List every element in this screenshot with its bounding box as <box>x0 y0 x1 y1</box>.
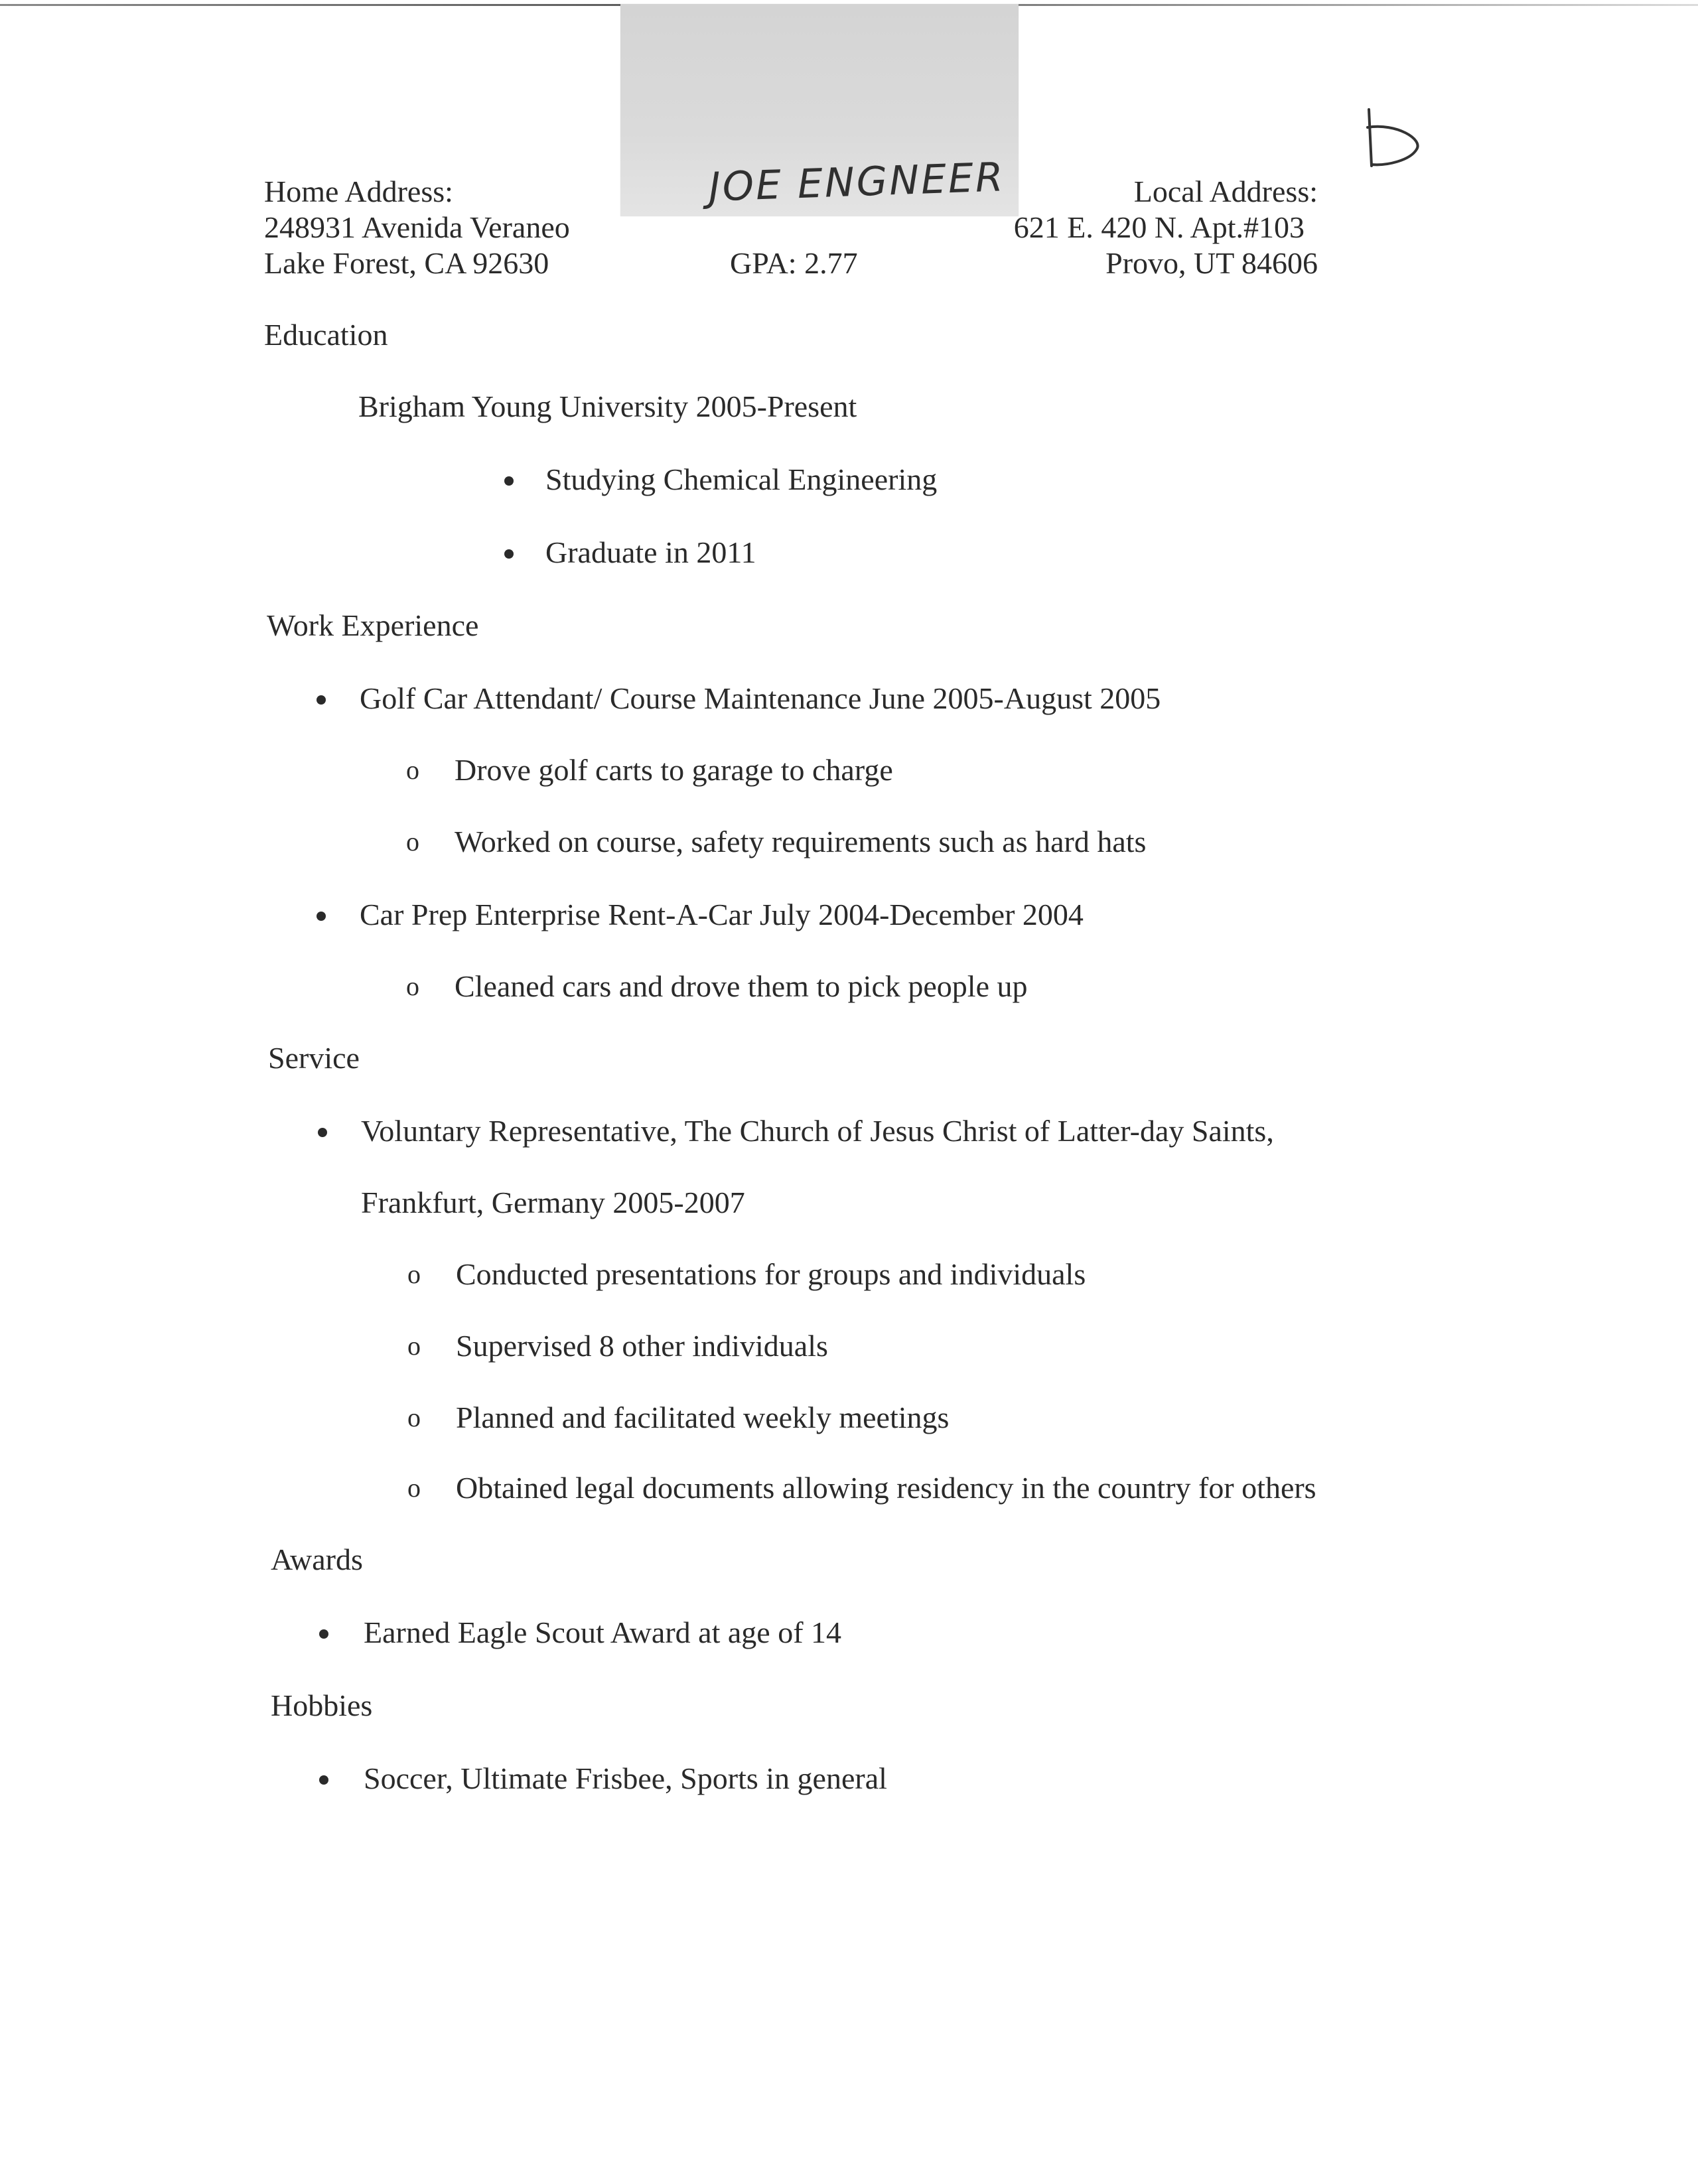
local-address-line2: Provo, UT 84606 <box>1105 246 1318 280</box>
awards-heading: Awards <box>271 1542 363 1576</box>
bullet-dot <box>319 1775 328 1785</box>
handwritten-name: JOE ENGNEER <box>707 154 1006 211</box>
bullet-dot <box>317 695 326 705</box>
job-detail: Drove golf carts to garage to charge <box>455 753 893 787</box>
sub-bullet: o <box>407 1402 421 1432</box>
home-address-label: Home Address: <box>264 174 453 208</box>
education-bullet: Studying Chemical Engineering <box>545 462 938 496</box>
service-detail: Planned and facilitated weekly meetings <box>456 1400 950 1434</box>
bullet-dot <box>504 476 514 486</box>
service-heading: Service <box>268 1041 360 1075</box>
service-detail: Conducted presentations for groups and individuals <box>456 1257 1086 1291</box>
home-address-line2: Lake Forest, CA 92630 <box>264 246 549 280</box>
service-detail: Obtained legal documents allowing residency in the country for others <box>456 1471 1316 1505</box>
sub-bullet: o <box>407 1259 421 1289</box>
sub-bullet: o <box>407 1331 421 1361</box>
corner-mark-d <box>1350 100 1430 172</box>
home-address-line1: 248931 Avenida Veraneo <box>264 210 570 244</box>
service-detail: Supervised 8 other individuals <box>456 1329 828 1363</box>
sub-bullet: o <box>407 1473 421 1503</box>
service-title-line2: Frankfurt, Germany 2005-2007 <box>361 1186 745 1219</box>
hobbies-heading: Hobbies <box>271 1688 373 1722</box>
bullet-dot <box>319 1629 328 1639</box>
education-bullet: Graduate in 2011 <box>545 535 756 569</box>
local-address-line1: 621 E. 420 N. Apt.#103 <box>1013 210 1305 244</box>
work-heading: Work Experience <box>267 608 479 642</box>
job-detail: Worked on course, safety requirements such as hard hats <box>455 825 1147 858</box>
education-heading: Education <box>264 318 388 352</box>
job-title: Car Prep Enterprise Rent-A-Car July 2004-December 2004 <box>360 898 1084 931</box>
sub-bullet: o <box>406 755 419 785</box>
sub-bullet: o <box>406 971 419 1001</box>
bullet-dot <box>504 549 514 559</box>
service-title-line1: Voluntary Representative, The Church of Jesus Christ of Latter-day Saints, <box>361 1114 1274 1148</box>
sub-bullet: o <box>406 827 419 856</box>
job-detail: Cleaned cars and drove them to pick people up <box>455 969 1028 1003</box>
bullet-dot <box>318 1128 327 1137</box>
gpa: GPA: 2.77 <box>730 246 858 280</box>
award-item: Earned Eagle Scout Award at age of 14 <box>364 1615 842 1649</box>
education-school: Brigham Young University 2005-Present <box>358 389 857 423</box>
local-address-label: Local Address: <box>1133 174 1318 208</box>
hobby-item: Soccer, Ultimate Frisbee, Sports in general <box>364 1761 887 1795</box>
job-title: Golf Car Attendant/ Course Maintenance June 2005-August 2005 <box>360 681 1161 715</box>
bullet-dot <box>317 912 326 921</box>
